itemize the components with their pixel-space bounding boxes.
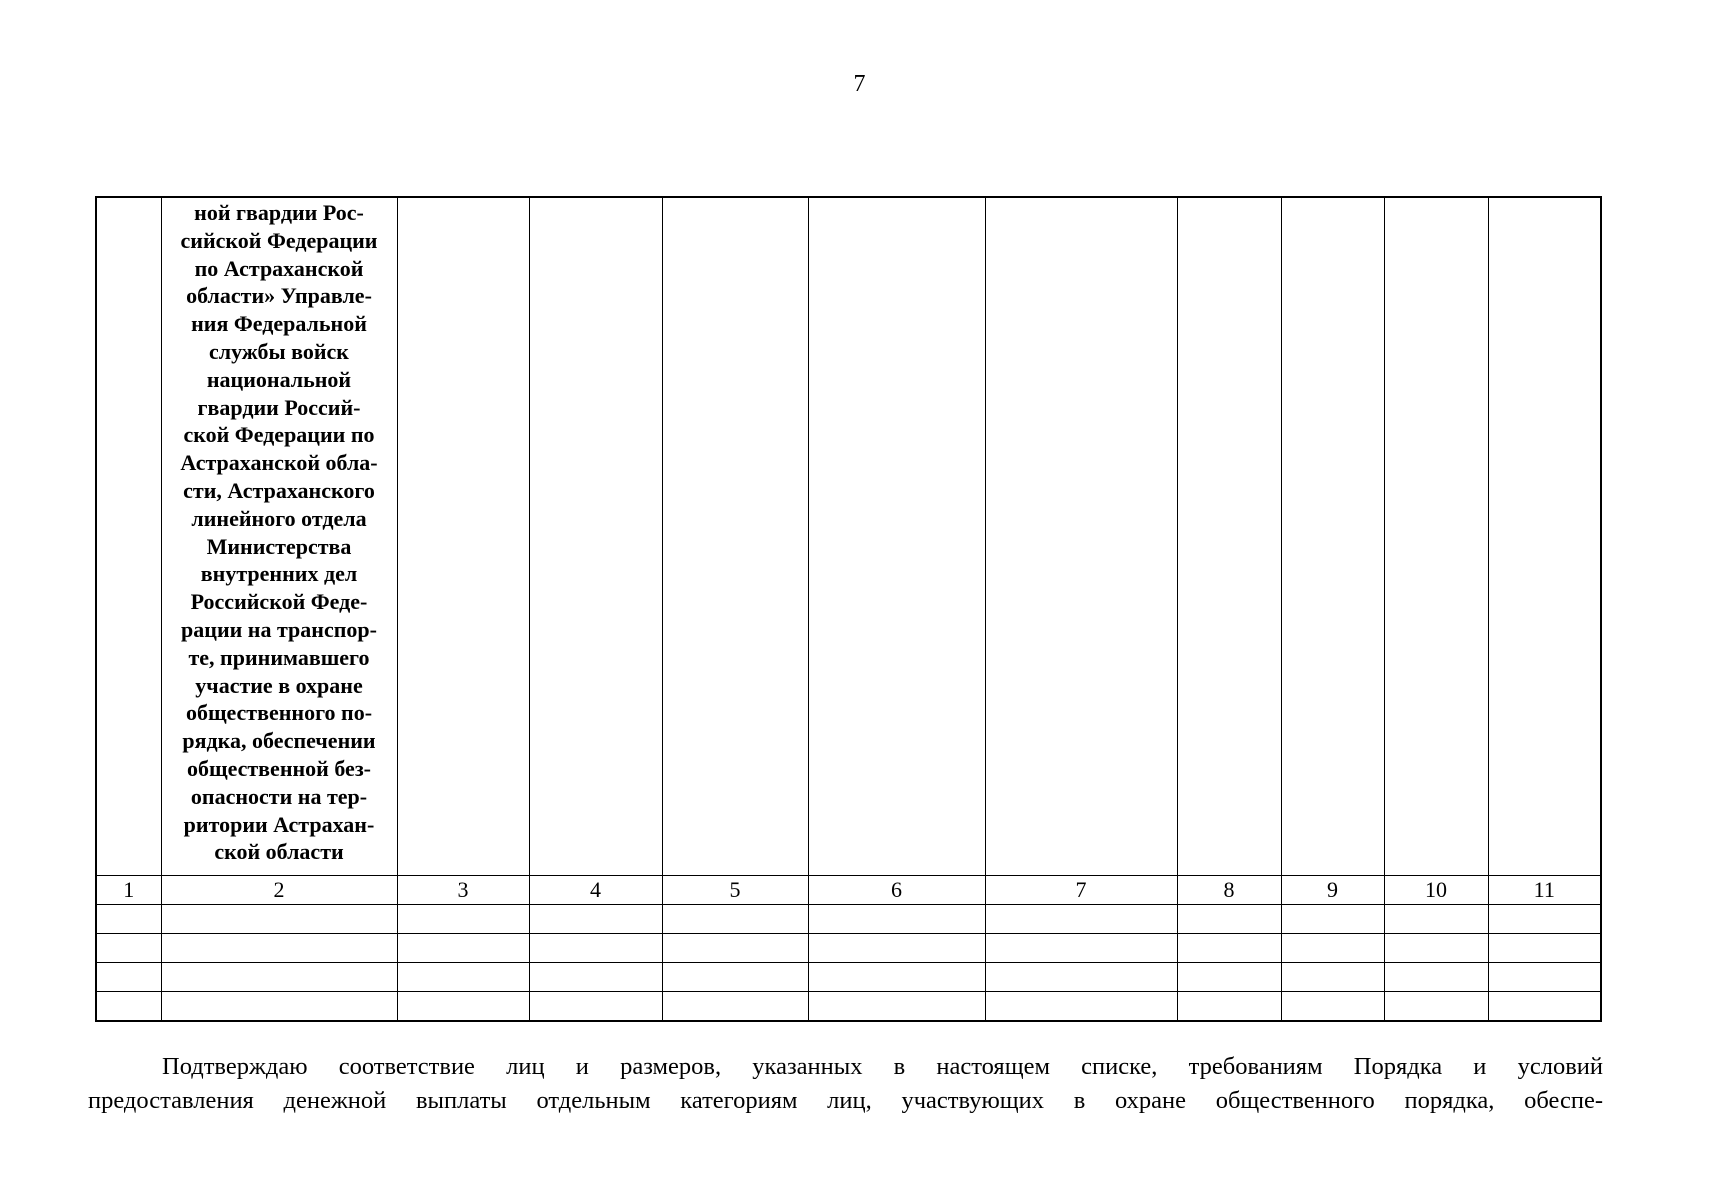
table-cell — [1281, 197, 1384, 876]
table-row — [96, 934, 1601, 963]
table-cell — [161, 934, 397, 963]
text-line: ния Федеральной — [191, 311, 367, 337]
text-line: рядка, обеспечении — [182, 728, 376, 754]
table-cell — [1177, 992, 1281, 1022]
table-cell — [1177, 934, 1281, 963]
table-cell — [662, 963, 808, 992]
column-number: 11 — [1488, 876, 1601, 905]
table-cell — [1488, 963, 1601, 992]
table-cell — [1384, 934, 1488, 963]
carried-over-row — [96, 197, 1601, 876]
text-line: участие в охране — [195, 672, 363, 698]
table-cell — [96, 905, 161, 934]
text-line: Министерства — [206, 533, 352, 559]
table-cell — [662, 197, 808, 876]
paragraph-line: предоставления денежной выплаты отдельным категориям лиц, участвующих в охране общественного порядка, обеспе- — [88, 1087, 1603, 1114]
table-cell — [1488, 992, 1601, 1022]
table-cell — [96, 992, 161, 1022]
table-cell — [397, 934, 529, 963]
table-cell — [1281, 905, 1384, 934]
column-number: 8 — [1177, 876, 1281, 905]
table-cell — [397, 197, 529, 876]
table-cell — [985, 992, 1177, 1022]
table-cell — [1488, 934, 1601, 963]
text-line: ной гвардии Рос- — [194, 200, 364, 225]
text-line: ской области — [214, 839, 344, 865]
column-number: 2 — [161, 876, 397, 905]
table-cell — [397, 963, 529, 992]
text-line: ритории Астрахан- — [183, 811, 375, 837]
text-line: линейного отдела — [191, 505, 367, 531]
table-cell — [529, 197, 662, 876]
table-row — [96, 905, 1601, 934]
table-cell — [161, 905, 397, 934]
column-number: 1 — [96, 876, 161, 905]
page-number: 7 — [853, 71, 866, 97]
payment-list-table — [95, 196, 1602, 1022]
table-cell — [529, 963, 662, 992]
text-line: национальной — [206, 366, 352, 392]
table-cell — [1488, 197, 1601, 876]
table-cell — [1177, 905, 1281, 934]
table-cell — [808, 934, 985, 963]
table-cell — [1281, 992, 1384, 1022]
column-number: 3 — [397, 876, 529, 905]
table-cell — [529, 905, 662, 934]
text-line: общественного по- — [185, 700, 373, 726]
text-line: гвардии Россий- — [197, 394, 361, 420]
table-cell — [662, 992, 808, 1022]
paragraph-line: Подтверждаю соответствие лиц и размеров, указанных в настоящем списке, требованиям Порядка и условий — [162, 1053, 1603, 1080]
table-cell — [161, 992, 397, 1022]
table-cell — [1177, 963, 1281, 992]
table-cell — [808, 992, 985, 1022]
table-cell — [985, 934, 1177, 963]
table-cell — [96, 197, 161, 876]
column-number: 5 — [662, 876, 808, 905]
table-cell — [1177, 197, 1281, 876]
column-number: 7 — [985, 876, 1177, 905]
column-number: 4 — [529, 876, 662, 905]
table-cell — [985, 197, 1177, 876]
table-cell — [985, 905, 1177, 934]
column-number: 10 — [1384, 876, 1488, 905]
table-cell — [808, 905, 985, 934]
table-cell — [96, 934, 161, 963]
table-cell — [985, 963, 1177, 992]
table-cell — [1384, 992, 1488, 1022]
text-line: сти, Астраханского — [183, 477, 375, 503]
text-line: ской Федерации по — [183, 422, 375, 448]
table-cell — [662, 934, 808, 963]
table-cell — [1281, 934, 1384, 963]
table-cell — [808, 963, 985, 992]
table-row — [96, 963, 1601, 992]
text-line: по Астраханской — [194, 255, 364, 281]
table-cell — [397, 905, 529, 934]
carried-over-text-cell — [161, 197, 397, 876]
text-line: опасности на тер- — [190, 783, 368, 809]
table-cell — [1384, 197, 1488, 876]
table-cell — [1384, 905, 1488, 934]
column-number-row — [96, 876, 1601, 905]
column-number: 6 — [808, 876, 985, 905]
table-cell — [161, 963, 397, 992]
table-cell — [1488, 905, 1601, 934]
table-cell — [1384, 963, 1488, 992]
text-line: Астраханской обла- — [180, 450, 378, 476]
text-line: те, принимавшего — [188, 644, 370, 670]
confirmation-paragraph — [88, 1050, 1603, 1118]
text-line: сийской Федерации — [180, 227, 378, 253]
table-cell — [397, 992, 529, 1022]
table-cell — [529, 934, 662, 963]
text-line: внутренних дел — [200, 561, 358, 587]
text-line: общественной без- — [187, 755, 371, 781]
table-cell — [96, 963, 161, 992]
text-line: Российской Феде- — [190, 589, 368, 615]
text-line: службы войск — [208, 338, 349, 364]
column-number: 9 — [1281, 876, 1384, 905]
table-row — [96, 992, 1601, 1022]
table-cell — [662, 905, 808, 934]
table-cell — [1281, 963, 1384, 992]
table-cell — [808, 197, 985, 876]
text-line: рации на транспор- — [181, 616, 377, 642]
text-line: области» Управле- — [186, 283, 372, 309]
table-cell — [529, 992, 662, 1022]
